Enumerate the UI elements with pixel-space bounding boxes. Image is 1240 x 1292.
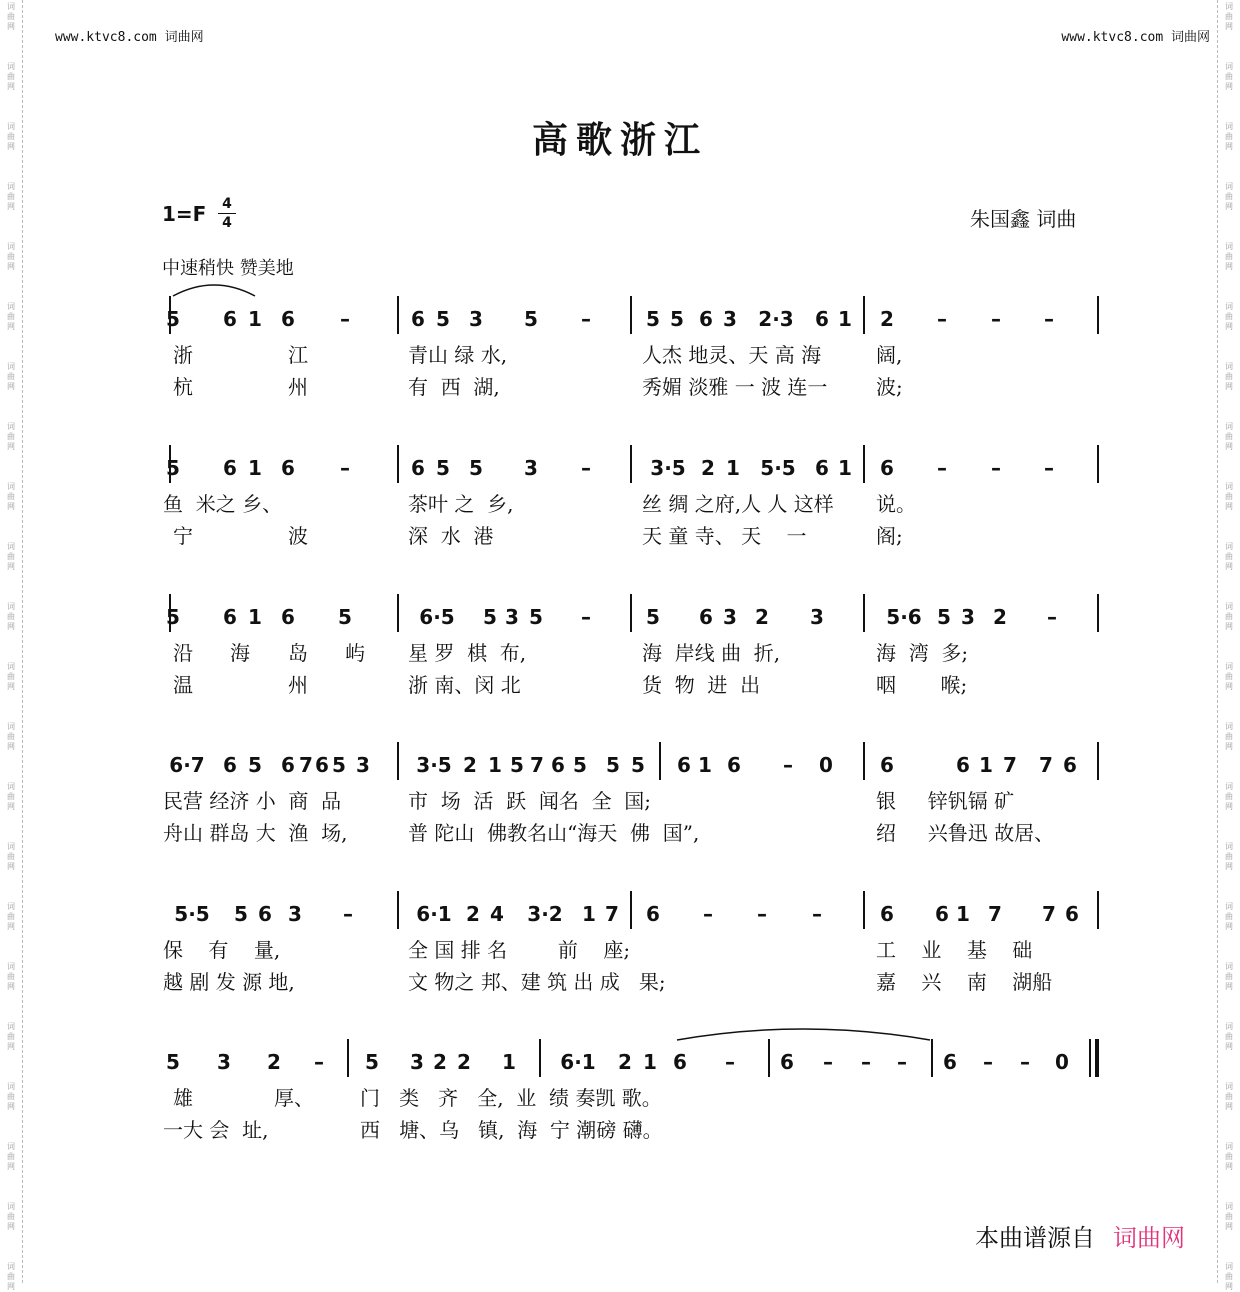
side-watermark: 词 曲 网 <box>1225 62 1233 91</box>
score-note: 3·2 <box>527 902 563 926</box>
score-note: – <box>983 1050 993 1074</box>
side-watermark: 词 曲 网 <box>1225 602 1233 631</box>
score-note: – <box>861 1050 871 1074</box>
score-note: 5 <box>166 307 180 331</box>
score-note: 6 <box>880 456 894 480</box>
lyric-verse-2: 波 <box>288 524 308 548</box>
lyric-verse-1: 浙 <box>173 343 193 367</box>
score-note: 6 <box>673 1050 687 1074</box>
score-note: 2·3 <box>758 307 794 331</box>
lyric-verse-1: 星 罗 棋 布, <box>408 641 527 665</box>
lyric-verse-1: 阔, <box>876 343 903 367</box>
score-note: 5 <box>631 753 645 777</box>
lyric-verse-1: 厚、 <box>274 1086 314 1110</box>
score-note: 6 <box>935 902 949 926</box>
side-watermark: 词 曲 网 <box>1225 122 1233 151</box>
slur-arc <box>173 285 255 296</box>
key-signature: 1=F <box>162 202 207 226</box>
score-note: 6 <box>281 753 295 777</box>
score-note: – <box>340 307 350 331</box>
side-watermark: 词 曲 网 <box>1225 842 1233 871</box>
source-footer[interactable] <box>975 1218 1185 1253</box>
side-watermark: 词 曲 网 <box>1225 362 1233 391</box>
side-watermark: 词 曲 网 <box>7 242 15 271</box>
score-note: – <box>1044 456 1054 480</box>
side-watermark: 词 曲 网 <box>7 602 15 631</box>
score-note: 6 <box>1065 902 1079 926</box>
score-note: – <box>897 1050 907 1074</box>
score-note: 3 <box>410 1050 424 1074</box>
score-note: 1 <box>502 1050 516 1074</box>
score-note: 2 <box>880 307 894 331</box>
score-note: 3 <box>217 1050 231 1074</box>
score-note: 0 <box>819 753 833 777</box>
score-note: 5 <box>606 753 620 777</box>
score-note: 6 <box>699 605 713 629</box>
score-note: – <box>581 456 591 480</box>
lyric-verse-2: 嘉 兴 南 湖船 <box>876 970 1053 994</box>
lyric-verse-2: 越 剧 发 源 地, <box>163 970 295 994</box>
score-note: 6 <box>780 1050 794 1074</box>
side-watermark: 词 曲 网 <box>1225 782 1233 811</box>
side-watermark: 词 曲 网 <box>1225 1202 1233 1231</box>
side-watermark: 词 曲 网 <box>7 1262 15 1291</box>
side-watermark: 词 曲 网 <box>1225 302 1233 331</box>
score-note: – <box>725 1050 735 1074</box>
score-note: 1 <box>956 902 970 926</box>
score-note: 6 <box>880 753 894 777</box>
lyric-verse-1: 岛 <box>288 641 308 665</box>
side-watermark: 词 曲 网 <box>7 662 15 691</box>
lyric-verse-2: 波; <box>876 375 903 399</box>
side-watermark: 词 曲 网 <box>1225 1082 1233 1111</box>
score-note: 3·5 <box>650 456 686 480</box>
score-note: – <box>937 456 947 480</box>
score-note: 6 <box>223 307 237 331</box>
score-note: 6·1 <box>416 902 452 926</box>
score-note: 5 <box>234 902 248 926</box>
score-note: 6 <box>880 902 894 926</box>
lyric-verse-1: 说。 <box>876 492 916 516</box>
tempo-marking: 中速稍快 赞美地 <box>162 258 294 279</box>
score-note: 6 <box>411 307 425 331</box>
lyric-verse-1: 雄 <box>173 1086 193 1110</box>
lyric-verse-1: 民营 经济 小 商 品 <box>163 789 342 813</box>
side-watermark: 词 曲 网 <box>1225 182 1233 211</box>
lyric-verse-1: 工 业 基 础 <box>876 938 1033 962</box>
footer-label: 本曲谱源自 <box>975 1224 1095 1252</box>
side-watermark: 词 曲 网 <box>1225 1022 1233 1051</box>
lyric-verse-1: 茶叶 之 乡, <box>408 492 514 516</box>
score-note: 6 <box>223 456 237 480</box>
lyric-verse-1: 沿 <box>173 641 193 665</box>
score-note: 5 <box>332 753 346 777</box>
score-note: 7 <box>1042 902 1056 926</box>
side-watermark: 词 曲 网 <box>7 2 15 31</box>
score-note: 7 <box>1003 753 1017 777</box>
lyric-verse-2: 咽 喉; <box>876 673 968 697</box>
score-note: 5 <box>365 1050 379 1074</box>
score-note: 4 <box>490 902 504 926</box>
score-note: 2 <box>466 902 480 926</box>
score-note: 6 <box>815 307 829 331</box>
score-note: – <box>703 902 713 926</box>
lyric-verse-1: 保 有 量, <box>163 938 281 962</box>
score-note: 6 <box>223 605 237 629</box>
lyric-verse-2: 天 童 寺、 天 一 <box>642 524 807 548</box>
score-note: 3 <box>524 456 538 480</box>
slur-arc <box>677 1029 930 1040</box>
score-note: – <box>812 902 822 926</box>
lyric-verse-1: 屿 <box>345 641 365 665</box>
lyric-verse-1: 海 岸线 曲 折, <box>642 641 781 665</box>
score-note: 1 <box>698 753 712 777</box>
lyric-verse-1: 江 <box>288 343 308 367</box>
score-note: 5 <box>646 605 660 629</box>
score-note: 2 <box>701 456 715 480</box>
side-watermark: 词 曲 网 <box>1225 1142 1233 1171</box>
lyric-verse-2: 温 <box>173 673 193 697</box>
score-note: 5·5 <box>760 456 796 480</box>
side-watermark: 词 曲 网 <box>1225 902 1233 931</box>
side-watermark: 词 曲 网 <box>7 302 15 331</box>
lyric-verse-2: 宁 <box>173 524 193 548</box>
score-note: 5 <box>646 307 660 331</box>
score-note: 3 <box>505 605 519 629</box>
side-watermark: 词 曲 网 <box>7 1142 15 1171</box>
side-watermark: 词 曲 网 <box>1225 482 1233 511</box>
score-note: 5 <box>436 307 450 331</box>
score-note: 3 <box>723 307 737 331</box>
lyric-verse-1: 银 锌钒镉 矿 <box>876 789 1015 813</box>
score-note: – <box>581 307 591 331</box>
score-note: 5 <box>166 605 180 629</box>
score-note: 6 <box>223 753 237 777</box>
score-note: – <box>314 1050 324 1074</box>
side-watermark: 词 曲 网 <box>1225 722 1233 751</box>
score-note: 5 <box>248 753 262 777</box>
lyric-verse-1: 丝 绸 之府,人 人 这样 <box>642 492 834 516</box>
footer-brand[interactable]: 词曲网 <box>1113 1224 1185 1252</box>
side-watermark: 词 曲 网 <box>7 1082 15 1111</box>
score-note: 5 <box>937 605 951 629</box>
score-note: 1 <box>248 605 262 629</box>
score-note: – <box>340 456 350 480</box>
score-note: 1 <box>726 456 740 480</box>
score-note: 6 <box>281 456 295 480</box>
score-note: 7 <box>299 753 313 777</box>
score-note: 3 <box>723 605 737 629</box>
time-signature-top: 4 <box>222 196 232 212</box>
score-note: 6 <box>315 753 329 777</box>
score-note: 1 <box>488 753 502 777</box>
side-watermark: 词 曲 网 <box>7 782 15 811</box>
lyric-verse-1: 市 场 活 跃 闻名 全 国; <box>408 789 652 813</box>
side-watermark: 词 曲 网 <box>7 182 15 211</box>
side-watermark: 词 曲 网 <box>7 962 15 991</box>
side-watermark: 词 曲 网 <box>7 362 15 391</box>
author-credit: 朱国鑫 词曲 <box>970 207 1077 231</box>
lyric-verse-1: 人杰 地灵、天 高 海 <box>642 343 822 367</box>
lyric-verse-2: 绍 兴鲁迅 故居、 <box>876 821 1055 845</box>
score-note: – <box>1047 605 1057 629</box>
score-note: 3 <box>810 605 824 629</box>
score-note: 1 <box>838 307 852 331</box>
side-watermark: 词 曲 网 <box>1225 542 1233 571</box>
score-note: 6 <box>956 753 970 777</box>
side-watermark: 词 曲 网 <box>7 122 15 151</box>
score-note: 1 <box>248 307 262 331</box>
score-note: – <box>1020 1050 1030 1074</box>
score-note: 1 <box>979 753 993 777</box>
score-note: – <box>783 753 793 777</box>
score-note: 5 <box>529 605 543 629</box>
score-note: 1 <box>838 456 852 480</box>
lyric-verse-2: 阁; <box>876 524 903 548</box>
score-note: 5 <box>510 753 524 777</box>
score-note: 3 <box>356 753 370 777</box>
score-note: – <box>991 307 1001 331</box>
side-watermark: 词 曲 网 <box>1225 242 1233 271</box>
score-note: 5 <box>573 753 587 777</box>
score-note: 6 <box>727 753 741 777</box>
score-note: 1 <box>643 1050 657 1074</box>
score-note: 7 <box>605 902 619 926</box>
score-note: 6 <box>815 456 829 480</box>
time-signature-bottom: 4 <box>222 215 232 231</box>
lyric-verse-2: 普 陀山 佛教名山“海天 佛 国”, <box>408 821 700 845</box>
lyric-verse-2: 文 物之 邦、建 筑 出 成 果; <box>408 970 666 994</box>
header-site-left[interactable]: www.ktvc8.com 词曲网 <box>55 30 204 45</box>
score-note: 2 <box>463 753 477 777</box>
side-watermark: 词 曲 网 <box>1225 1262 1233 1291</box>
score-note: – <box>937 307 947 331</box>
lyric-verse-2: 货 物 进 出 <box>642 673 761 697</box>
side-watermark: 词 曲 网 <box>7 1202 15 1231</box>
score-note: 1 <box>582 902 596 926</box>
score-note: – <box>343 902 353 926</box>
score-note: 2 <box>267 1050 281 1074</box>
score-note: 6 <box>677 753 691 777</box>
lyric-verse-2: 州 <box>288 673 308 697</box>
score-note: 3 <box>288 902 302 926</box>
lyric-verse-1: 青山 绿 水, <box>408 343 508 367</box>
score-note: 6·5 <box>419 605 455 629</box>
score-note: 7 <box>988 902 1002 926</box>
lyric-verse-1: 海 湾 多; <box>876 641 969 665</box>
score-note: – <box>1044 307 1054 331</box>
score-note: 5 <box>166 456 180 480</box>
lyric-verse-1: 门 类 齐 全, 业 绩 奏凯 歌。 <box>360 1086 662 1110</box>
score-note: 6·1 <box>560 1050 596 1074</box>
score-note: – <box>581 605 591 629</box>
score-note: 6·7 <box>169 753 205 777</box>
score-note: – <box>757 902 767 926</box>
score-note: 7 <box>530 753 544 777</box>
score-note: 5 <box>524 307 538 331</box>
score-note: 5 <box>338 605 352 629</box>
lyric-verse-2: 西 塘、乌 镇, 海 宁 潮磅 礴。 <box>360 1118 663 1142</box>
score-note: 0 <box>1055 1050 1069 1074</box>
score-note: 6 <box>943 1050 957 1074</box>
lyric-verse-2: 深 水 港 <box>408 524 494 548</box>
score-note: 6 <box>281 307 295 331</box>
score-note: 2 <box>457 1050 471 1074</box>
header-site-right[interactable]: www.ktvc8.com 词曲网 <box>1061 30 1210 45</box>
side-watermark: 词 曲 网 <box>1225 962 1233 991</box>
score-note: 7 <box>1039 753 1053 777</box>
score-note: 5 <box>483 605 497 629</box>
side-watermark: 词 曲 网 <box>7 422 15 451</box>
lyric-verse-2: 一大 会 址, <box>163 1118 269 1142</box>
side-watermark: 词 曲 网 <box>7 902 15 931</box>
score-note: – <box>991 456 1001 480</box>
side-watermark: 词 曲 网 <box>7 482 15 511</box>
score-note: – <box>823 1050 833 1074</box>
score-note: 1 <box>248 456 262 480</box>
score-note: 3 <box>961 605 975 629</box>
score-note: 6 <box>281 605 295 629</box>
side-watermark: 词 曲 网 <box>7 842 15 871</box>
score-note: 5 <box>670 307 684 331</box>
lyric-verse-1: 鱼 米之 乡、 <box>163 492 283 516</box>
side-watermark: 词 曲 网 <box>7 722 15 751</box>
lyric-verse-1: 海 <box>230 641 250 665</box>
score-note: 5 <box>166 1050 180 1074</box>
score-note: 5·5 <box>174 902 210 926</box>
side-watermark: 词 曲 网 <box>1225 2 1233 31</box>
score-note: 5 <box>469 456 483 480</box>
lyric-verse-2: 秀媚 淡雅 一 波 连一 <box>642 375 828 399</box>
side-watermark: 词 曲 网 <box>1225 422 1233 451</box>
score-note: 6 <box>411 456 425 480</box>
score-note: 5 <box>436 456 450 480</box>
lyric-verse-2: 有 西 湖, <box>408 375 500 399</box>
lyric-verse-1: 全 国 排 名 前 座; <box>408 938 631 962</box>
side-watermark: 词 曲 网 <box>1225 662 1233 691</box>
score-note: 3 <box>469 307 483 331</box>
score-note: 6 <box>1063 753 1077 777</box>
score-note: 5·6 <box>886 605 922 629</box>
score-note: 6 <box>699 307 713 331</box>
score-note: 3·5 <box>416 753 452 777</box>
score-note: 2 <box>618 1050 632 1074</box>
score-note: 2 <box>433 1050 447 1074</box>
song-title: 高歌浙江 <box>531 119 708 161</box>
side-watermark: 词 曲 网 <box>7 1022 15 1051</box>
lyric-verse-2: 杭 <box>173 375 193 399</box>
score-note: 6 <box>551 753 565 777</box>
lyric-verse-2: 舟山 群岛 大 渔 场, <box>163 821 348 845</box>
side-watermark: 词 曲 网 <box>7 62 15 91</box>
lyric-verse-2: 州 <box>288 375 308 399</box>
score-note: 2 <box>993 605 1007 629</box>
score-note: 6 <box>646 902 660 926</box>
score-note: 2 <box>755 605 769 629</box>
lyric-verse-2: 浙 南、闵 北 <box>408 673 521 697</box>
score-note: 6 <box>258 902 272 926</box>
side-watermark: 词 曲 网 <box>7 542 15 571</box>
